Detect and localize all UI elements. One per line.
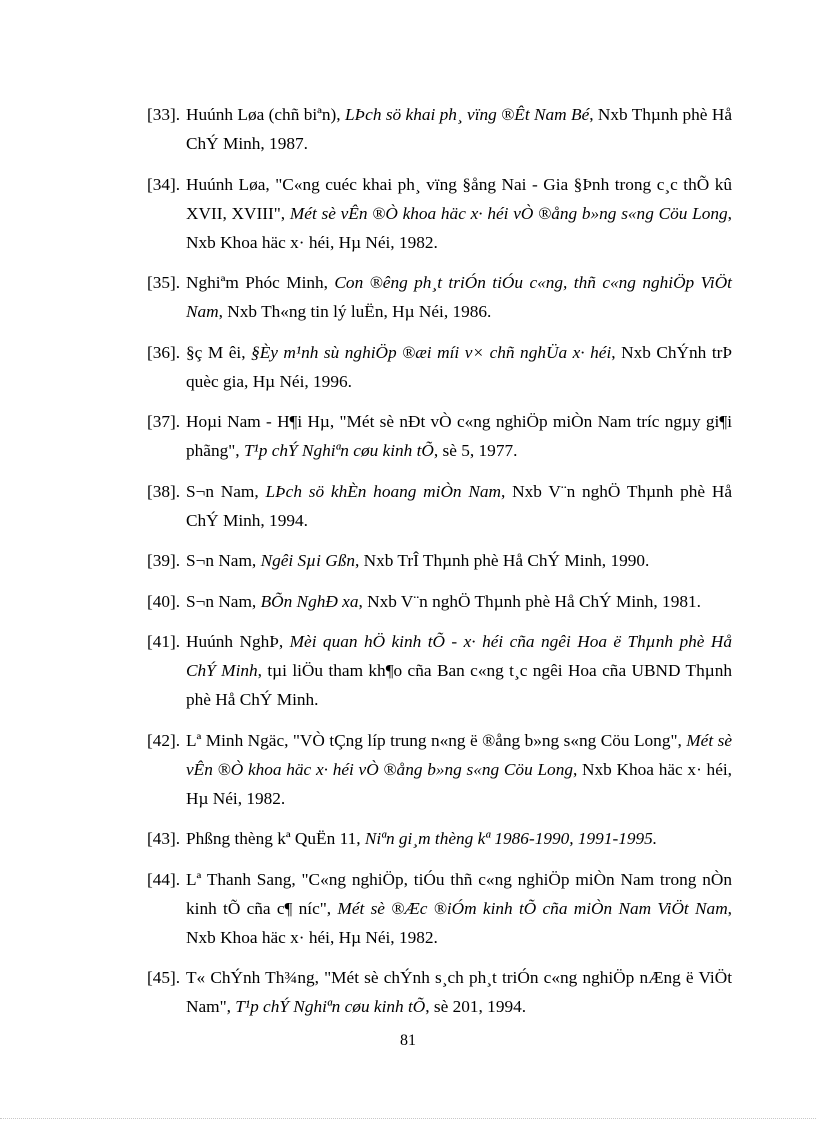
reference-number: [36]. <box>147 342 181 362</box>
reference-number: [42]. <box>147 730 181 750</box>
reference-detail: Nghiªm Phóc Minh, <box>186 273 335 292</box>
reference-title: Niªn gi¸m thèng kª 1986-1990, 1991-1995. <box>364 829 658 848</box>
reference-title: Ngêi Sµi Gßn <box>260 551 356 570</box>
reference-text <box>186 726 732 813</box>
reference-entry <box>147 268 732 326</box>
reference-detail: , sè 201, 1994. <box>425 997 527 1016</box>
reference-entry <box>147 963 732 1021</box>
reference-detail: , Nxb V¨n nghÖ Thµnh phè Hå ChÝ Minh, 1981. <box>358 591 701 611</box>
reference-entry <box>147 477 732 535</box>
reference-list <box>147 100 732 1033</box>
reference-entry <box>147 587 732 616</box>
reference-detail: , sè 5, 1977. <box>433 441 518 460</box>
reference-title: Mét sè vÊn ®Ò khoa häc x· héi vÒ ®ång b»ng s«ng Cöu Long <box>186 730 732 779</box>
reference-title: T¹p chÝ Nghiªn cøu kinh tÕ <box>243 441 434 460</box>
reference-detail: , Nxb TrÎ Thµnh phè Hå ChÝ Minh, 1990. <box>355 551 650 570</box>
reference-number: [43]. <box>147 829 181 848</box>
reference-text <box>186 338 732 396</box>
reference-detail: S¬n Nam, <box>186 591 261 611</box>
reference-text <box>186 407 732 465</box>
reference-detail: Huúnh Løa (chñ biªn), <box>186 105 345 124</box>
reference-title: BÕn NghÐ xa <box>260 591 359 611</box>
page-bottom-divider <box>0 1118 816 1119</box>
reference-entry <box>147 546 732 575</box>
reference-number: [44]. <box>147 869 181 889</box>
reference-entry <box>147 824 732 853</box>
reference-detail: Lª Minh Ngäc, "VÒ tÇng líp trung n«ng ë ®ång b»ng s«ng Cöu Long", <box>186 730 687 750</box>
reference-title: LÞch sö khai ph¸ vïng ®Êt Nam Bé <box>344 105 590 124</box>
reference-entry <box>147 338 732 396</box>
reference-detail: , Nxb Khoa häc x· héi, Hµ Néi, 1982. <box>186 759 732 808</box>
reference-detail: , Nxb Khoa häc x· héi, Hµ Néi, 1982. <box>186 898 732 947</box>
reference-text <box>186 587 732 616</box>
reference-number: [39]. <box>147 551 181 570</box>
reference-detail: , tµi liÖu tham kh¶o cña Ban c«ng t¸c ngêi Hoa cña UBND Thµnh phè Hå ChÝ Minh. <box>186 661 732 709</box>
reference-detail: , Nxb Th«ng tin lý luËn, Hµ Néi, 1986. <box>218 302 492 321</box>
reference-text <box>186 170 732 257</box>
reference-detail: Hoµi Nam - H¶i Hµ, "Mét sè nÐt vÒ c«ng nghiÖp miÒn Nam tríc ngµy gi¶i phãng", <box>186 412 732 460</box>
reference-number: [37]. <box>147 412 181 431</box>
reference-text <box>186 865 732 952</box>
reference-number: [40]. <box>147 591 181 611</box>
reference-entry <box>147 865 732 952</box>
reference-number: [34]. <box>147 174 181 194</box>
reference-text <box>186 268 732 326</box>
reference-detail: Huúnh Løa, "C«ng cuéc khai ph¸ vïng §ång Nai - Gia §Þnh trong c¸c thÕ kû XVII, XVIII", <box>186 174 732 223</box>
reference-title: LÞch sö khÈn hoang miÒn Nam <box>265 481 502 501</box>
reference-text <box>186 963 732 1021</box>
reference-title: §Èy m¹nh sù nghiÖp ®æi míi v× chñ nghÜa x· héi <box>251 342 612 362</box>
reference-number: [35]. <box>147 273 181 292</box>
reference-detail: , Nxb Thµnh phè Hå ChÝ Minh, 1987. <box>186 105 732 153</box>
reference-detail: §ç M êi, <box>186 342 252 362</box>
reference-detail: , Nxb Khoa häc x· héi, Hµ Néi, 1982. <box>186 203 732 252</box>
reference-entry <box>147 100 732 158</box>
reference-text <box>186 824 732 853</box>
reference-number: [33]. <box>147 105 181 124</box>
reference-title: T¹p chÝ Nghiªn cøu kinh tÕ <box>235 997 426 1016</box>
reference-detail: , Nxb V¨n nghÖ Thµnh phè Hå ChÝ Minh, 1994. <box>186 481 732 530</box>
reference-title: Mét sè vÊn ®Ò khoa häc x· héi vÒ ®ång b»ng s«ng Cöu Long <box>289 203 728 223</box>
reference-number: [45]. <box>147 968 181 987</box>
reference-title: Mét sè ®Æc ®iÓm kinh tÕ cña miÒn Nam ViÖt Nam <box>337 898 728 918</box>
reference-detail: Lª Thanh Sang, "C«ng nghiÖp, tiÓu thñ c«ng nghiÖp miÒn Nam trong nÒn kinh tÕ cña c¶ níc", <box>186 869 732 918</box>
reference-text <box>186 477 732 535</box>
reference-detail: T« ChÝnh Th¾ng, "Mét sè chÝnh s¸ch ph¸t triÓn c«ng nghiÖp nÆng ë ViÖt Nam", <box>186 968 732 1016</box>
reference-entry <box>147 170 732 257</box>
reference-number: [41]. <box>147 632 181 651</box>
reference-number: [38]. <box>147 481 181 501</box>
reference-entry <box>147 726 732 813</box>
reference-entry <box>147 627 732 714</box>
reference-title: Con ®êng ph¸t triÓn tiÓu c«ng, thñ c«ng nghiÖp ViÖt Nam <box>186 273 732 321</box>
reference-entry <box>147 407 732 465</box>
reference-detail: Phßng thèng kª QuËn 11, <box>186 829 365 848</box>
reference-detail: , Nxb ChÝnh trÞ quèc gia, Hµ Néi, 1996. <box>186 342 732 391</box>
reference-detail: S¬n Nam, <box>186 481 266 501</box>
reference-detail: S¬n Nam, <box>186 551 261 570</box>
reference-text <box>186 546 732 575</box>
reference-title: Mèi quan hÖ kinh tÕ - x· héi cña ngêi Hoa ë Thµnh phè Hå ChÝ Minh <box>186 632 732 680</box>
reference-detail: Huúnh NghÞ, <box>186 632 290 651</box>
page-number: 81 <box>400 1032 416 1049</box>
reference-text <box>186 100 732 158</box>
reference-text <box>186 627 732 714</box>
